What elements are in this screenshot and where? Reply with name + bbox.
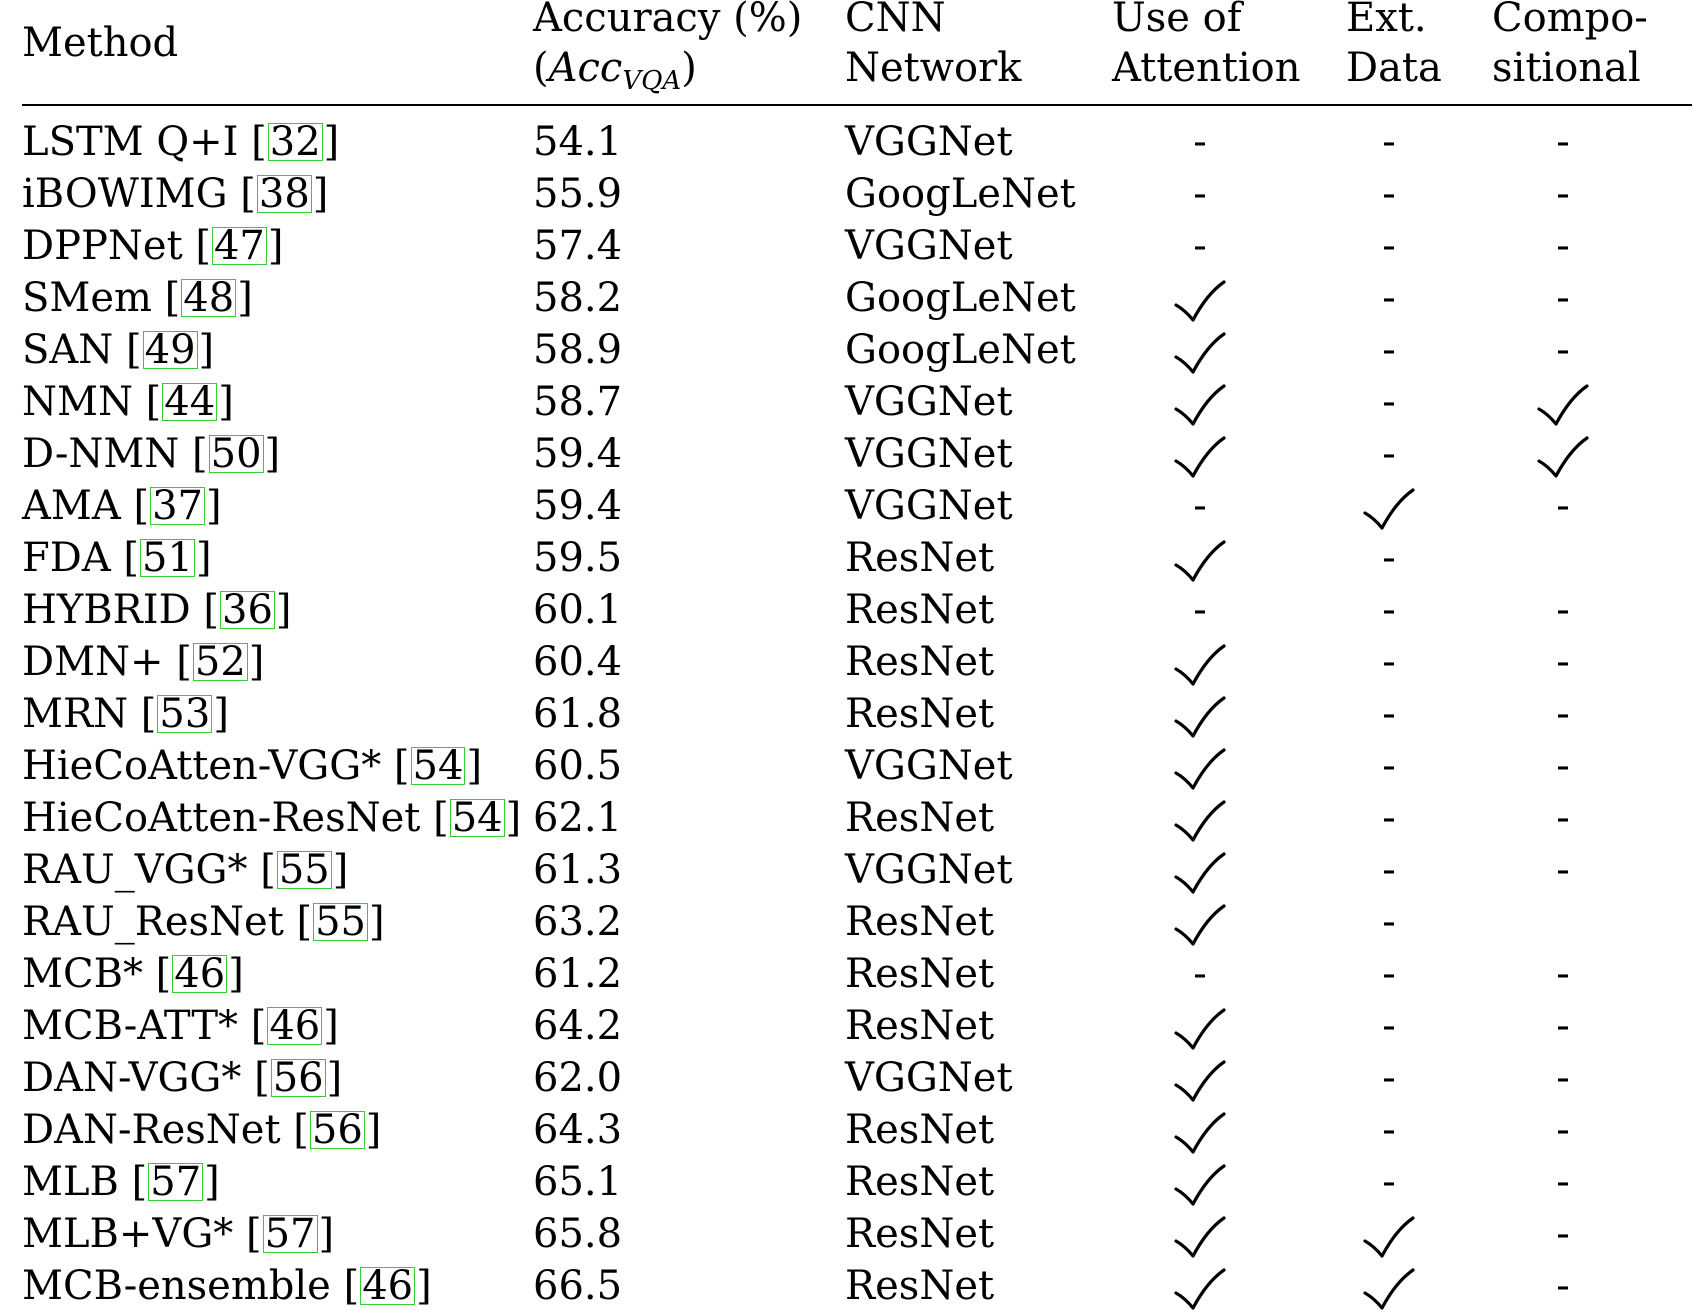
cnn-network-cell: VGGNet: [845, 847, 1013, 893]
citation-link[interactable]: 46: [174, 951, 226, 997]
method-name: MCB-ATT*: [22, 1003, 239, 1049]
ext-data-cell: -: [1382, 795, 1396, 841]
cnn-network-cell: GoogLeNet: [845, 327, 1076, 373]
header-accuracy-metric: (Acc$_{VQA}$): [533, 45, 697, 96]
accuracy-cell: 62.1: [533, 795, 623, 841]
checkmark-icon: [1536, 383, 1590, 427]
citation-link[interactable]: 55: [315, 899, 367, 945]
cnn-network-cell: ResNet: [845, 795, 995, 841]
attention-cell: [1160, 742, 1240, 791]
method-cell: HieCoAtten-VGG* [54]: [22, 743, 483, 789]
accuracy-cell: 58.2: [533, 275, 623, 321]
ext-data-cell: -: [1382, 223, 1396, 269]
method-cell: NMN [44]: [22, 379, 234, 425]
citation-link[interactable]: 55: [278, 847, 330, 893]
ext-data-cell: -: [1382, 587, 1396, 633]
cnn-network-cell: GoogLeNet: [845, 275, 1076, 321]
method-cell: RAU_VGG* [55]: [22, 847, 349, 893]
compositional-cell: -: [1556, 1003, 1570, 1049]
accuracy-cell: 58.7: [533, 379, 623, 425]
header-ext-line2: Data: [1346, 45, 1442, 91]
attention-cell: [1160, 1106, 1240, 1155]
method-cell: D-NMN [50]: [22, 431, 281, 477]
attention-cell: -: [1193, 951, 1207, 997]
attention-cell: -: [1193, 587, 1207, 633]
compositional-cell: -: [1556, 275, 1570, 321]
accuracy-cell: 64.2: [533, 1003, 623, 1049]
citation-link[interactable]: 49: [144, 327, 196, 373]
compositional-cell: -: [1556, 483, 1570, 529]
header-cnn-line1: CNN: [845, 0, 946, 41]
attention-cell: [1160, 326, 1240, 375]
method-name: HieCoAtten-ResNet: [22, 795, 421, 841]
compositional-cell: [1523, 430, 1603, 479]
method-cell: SAN [49]: [22, 327, 215, 373]
accuracy-cell: 58.9: [533, 327, 623, 373]
ext-data-cell: -: [1382, 899, 1396, 945]
compositional-cell: -: [1556, 1107, 1570, 1153]
accuracy-cell: 63.2: [533, 899, 623, 945]
cnn-network-cell: VGGNet: [845, 379, 1013, 425]
method-cell: MCB* [46]: [22, 951, 244, 997]
cnn-network-cell: VGGNet: [845, 431, 1013, 477]
accuracy-cell: 57.4: [533, 223, 623, 269]
method-name: NMN: [22, 379, 133, 425]
method-cell: iBOWIMG [38]: [22, 171, 329, 217]
attention-cell: [1160, 534, 1240, 583]
ext-data-cell: -: [1382, 171, 1396, 217]
checkmark-icon: [1173, 903, 1227, 947]
citation-link[interactable]: 46: [269, 1003, 321, 1049]
accuracy-cell: 65.8: [533, 1211, 623, 1257]
attention-cell: [1160, 1054, 1240, 1103]
method-name: LSTM Q+I: [22, 119, 239, 165]
accuracy-cell: 60.1: [533, 587, 623, 633]
cnn-network-cell: GoogLeNet: [845, 171, 1076, 217]
attention-cell: [1160, 1002, 1240, 1051]
compositional-cell: -: [1556, 587, 1570, 633]
accuracy-cell: 59.4: [533, 431, 623, 477]
cnn-network-cell: VGGNet: [845, 223, 1013, 269]
checkmark-icon: [1173, 747, 1227, 791]
attention-cell: [1160, 794, 1240, 843]
method-name: HYBRID: [22, 587, 191, 633]
ext-data-cell: -: [1382, 431, 1396, 477]
method-cell: SMem [48]: [22, 275, 253, 321]
ext-data-cell: -: [1382, 1003, 1396, 1049]
method-cell: MLB [57]: [22, 1159, 220, 1205]
compositional-cell: -: [1556, 743, 1570, 789]
method-cell: HYBRID [36]: [22, 587, 292, 633]
method-cell: MCB-ATT* [46]: [22, 1003, 339, 1049]
method-name: MRN: [22, 691, 129, 737]
citation-link[interactable]: 46: [362, 1263, 414, 1309]
method-name: DPPNet: [22, 223, 183, 269]
checkmark-icon: [1173, 383, 1227, 427]
compositional-cell: -: [1556, 691, 1570, 737]
method-name: FDA: [22, 535, 111, 581]
checkmark-icon: [1173, 435, 1227, 479]
method-name: AMA: [22, 483, 121, 529]
citation-link[interactable]: 57: [264, 1211, 316, 1257]
ext-data-cell: -: [1382, 639, 1396, 685]
header-ext-line1: Ext.: [1346, 0, 1427, 41]
attention-cell: -: [1193, 119, 1207, 165]
citation-link[interactable]: 51: [142, 535, 193, 581]
citation-link[interactable]: 37: [152, 483, 203, 529]
method-name: MLB: [22, 1159, 119, 1205]
header-cnn-line2: Network: [845, 45, 1022, 91]
accuracy-cell: 60.5: [533, 743, 623, 789]
checkmark-icon: [1173, 1267, 1227, 1311]
citation-link[interactable]: 54: [451, 795, 503, 841]
method-name: SMem: [22, 275, 152, 321]
method-cell: DAN-ResNet [56]: [22, 1107, 382, 1153]
checkmark-icon: [1173, 1007, 1227, 1051]
compositional-cell: -: [1556, 639, 1570, 685]
checkmark-icon: [1173, 539, 1227, 583]
checkmark-icon: [1173, 851, 1227, 895]
compositional-cell: -: [1556, 327, 1570, 373]
citation-link[interactable]: 56: [311, 1107, 363, 1153]
checkmark-icon: [1173, 1215, 1227, 1259]
header-compositional-line1: Compo-: [1492, 0, 1648, 41]
compositional-cell: -: [1556, 951, 1570, 997]
header-accuracy: Accuracy (%): [533, 0, 803, 41]
accuracy-cell: 64.3: [533, 1107, 623, 1153]
ext-data-cell: -: [1382, 327, 1396, 373]
checkmark-icon: [1173, 799, 1227, 843]
header-rule: [22, 104, 1692, 106]
method-cell: DMN+ [52]: [22, 639, 265, 685]
checkmark-icon: [1362, 487, 1416, 531]
attention-cell: [1160, 430, 1240, 479]
ext-data-cell: -: [1382, 535, 1396, 581]
checkmark-icon: [1173, 1163, 1227, 1207]
ext-data-cell: -: [1382, 951, 1396, 997]
cnn-network-cell: ResNet: [845, 535, 995, 581]
header-attention-line1: Use of: [1112, 0, 1242, 41]
checkmark-icon: [1362, 1215, 1416, 1259]
method-name: MLB+VG*: [22, 1211, 234, 1257]
citation-link[interactable]: 47: [213, 223, 265, 269]
method-name: MCB*: [22, 951, 143, 997]
method-cell: FDA [51]: [22, 535, 212, 581]
attention-cell: [1160, 1210, 1240, 1259]
ext-data-cell: -: [1382, 1107, 1396, 1153]
citation-link[interactable]: 32: [269, 119, 321, 165]
method-cell: DPPNet [47]: [22, 223, 284, 269]
ext-data-cell: -: [1382, 743, 1396, 789]
attention-cell: [1160, 690, 1240, 739]
ext-data-cell: -: [1382, 275, 1396, 321]
attention-cell: -: [1193, 223, 1207, 269]
ext-data-cell: [1349, 1210, 1429, 1259]
header-method: Method: [22, 20, 179, 66]
checkmark-icon: [1173, 1111, 1227, 1155]
citation-link[interactable]: 50: [210, 431, 262, 477]
attention-cell: -: [1193, 483, 1207, 529]
ext-data-cell: -: [1382, 379, 1396, 425]
citation-link[interactable]: 53: [159, 691, 211, 737]
accuracy-cell: 61.3: [533, 847, 623, 893]
method-name: MCB-ensemble: [22, 1263, 331, 1309]
checkmark-icon: [1173, 695, 1227, 739]
citation-link[interactable]: 44: [164, 379, 216, 425]
method-cell: AMA [37]: [22, 483, 222, 529]
cnn-network-cell: ResNet: [845, 899, 995, 945]
method-cell: HieCoAtten-ResNet [54]: [22, 795, 522, 841]
compositional-cell: -: [1556, 171, 1570, 217]
compositional-cell: -: [1556, 847, 1570, 893]
citation-link[interactable]: 54: [412, 743, 464, 789]
cnn-network-cell: VGGNet: [845, 483, 1013, 529]
accuracy-cell: 62.0: [533, 1055, 623, 1101]
header-attention-line2: Attention: [1112, 45, 1301, 91]
accuracy-cell: 61.2: [533, 951, 623, 997]
checkmark-icon: [1173, 279, 1227, 323]
compositional-cell: -: [1556, 1263, 1570, 1309]
accuracy-cell: 65.1: [533, 1159, 623, 1205]
cnn-network-cell: ResNet: [845, 1003, 995, 1049]
attention-cell: [1160, 274, 1240, 323]
compositional-cell: -: [1556, 119, 1570, 165]
citation-link[interactable]: 52: [194, 639, 246, 685]
citation-link[interactable]: 56: [272, 1055, 324, 1101]
compositional-cell: -: [1556, 1159, 1570, 1205]
cnn-network-cell: VGGNet: [845, 743, 1013, 789]
accuracy-cell: 66.5: [533, 1263, 623, 1309]
ext-data-cell: -: [1382, 1055, 1396, 1101]
attention-cell: [1160, 846, 1240, 895]
compositional-cell: -: [1556, 1055, 1570, 1101]
attention-cell: [1160, 638, 1240, 687]
checkmark-icon: [1536, 435, 1590, 479]
attention-cell: -: [1193, 171, 1207, 217]
method-name: DAN-VGG*: [22, 1055, 242, 1101]
header-compositional-line2: sitional: [1492, 45, 1641, 91]
attention-cell: [1160, 1158, 1240, 1207]
citation-link[interactable]: 48: [183, 275, 235, 321]
accuracy-cell: 60.4: [533, 639, 623, 685]
ext-data-cell: -: [1382, 119, 1396, 165]
cnn-network-cell: ResNet: [845, 951, 995, 997]
cnn-network-cell: ResNet: [845, 1107, 995, 1153]
accuracy-cell: 59.4: [533, 483, 623, 529]
method-cell: MLB+VG* [57]: [22, 1211, 335, 1257]
cnn-network-cell: VGGNet: [845, 1055, 1013, 1101]
cnn-network-cell: ResNet: [845, 691, 995, 737]
accuracy-cell: 55.9: [533, 171, 623, 217]
cnn-network-cell: ResNet: [845, 1263, 995, 1309]
attention-cell: [1160, 898, 1240, 947]
attention-cell: [1160, 378, 1240, 427]
method-name: SAN: [22, 327, 114, 373]
method-cell: MCB-ensemble [46]: [22, 1263, 432, 1309]
method-name: RAU_VGG*: [22, 847, 248, 893]
method-name: D-NMN: [22, 431, 180, 477]
method-cell: RAU_ResNet [55]: [22, 899, 385, 945]
method-name: iBOWIMG: [22, 171, 228, 217]
ext-data-cell: [1349, 482, 1429, 531]
method-name: DAN-ResNet: [22, 1107, 281, 1153]
citation-link[interactable]: 57: [150, 1159, 202, 1205]
ext-data-cell: -: [1382, 691, 1396, 737]
cnn-network-cell: ResNet: [845, 1211, 995, 1257]
compositional-cell: -: [1556, 795, 1570, 841]
checkmark-icon: [1173, 1059, 1227, 1103]
method-cell: LSTM Q+I [32]: [22, 119, 340, 165]
cnn-network-cell: ResNet: [845, 639, 995, 685]
method-cell: DAN-VGG* [56]: [22, 1055, 343, 1101]
accuracy-cell: 59.5: [533, 535, 623, 581]
checkmark-icon: [1173, 643, 1227, 687]
ext-data-cell: -: [1382, 847, 1396, 893]
method-name: HieCoAtten-VGG*: [22, 743, 382, 789]
citation-link[interactable]: 38: [258, 171, 310, 217]
method-cell: MRN [53]: [22, 691, 229, 737]
checkmark-icon: [1173, 331, 1227, 375]
method-name: RAU_ResNet: [22, 899, 284, 945]
compositional-cell: -: [1556, 1211, 1570, 1257]
compositional-cell: [1523, 378, 1603, 427]
cnn-network-cell: ResNet: [845, 1159, 995, 1205]
cnn-network-cell: VGGNet: [845, 119, 1013, 165]
accuracy-cell: 61.8: [533, 691, 623, 737]
ext-data-cell: -: [1382, 1159, 1396, 1205]
compositional-cell: -: [1556, 223, 1570, 269]
checkmark-icon: [1362, 1267, 1416, 1311]
method-name: DMN+: [22, 639, 164, 685]
citation-link[interactable]: 36: [222, 587, 273, 633]
accuracy-cell: 54.1: [533, 119, 623, 165]
cnn-network-cell: ResNet: [845, 587, 995, 633]
